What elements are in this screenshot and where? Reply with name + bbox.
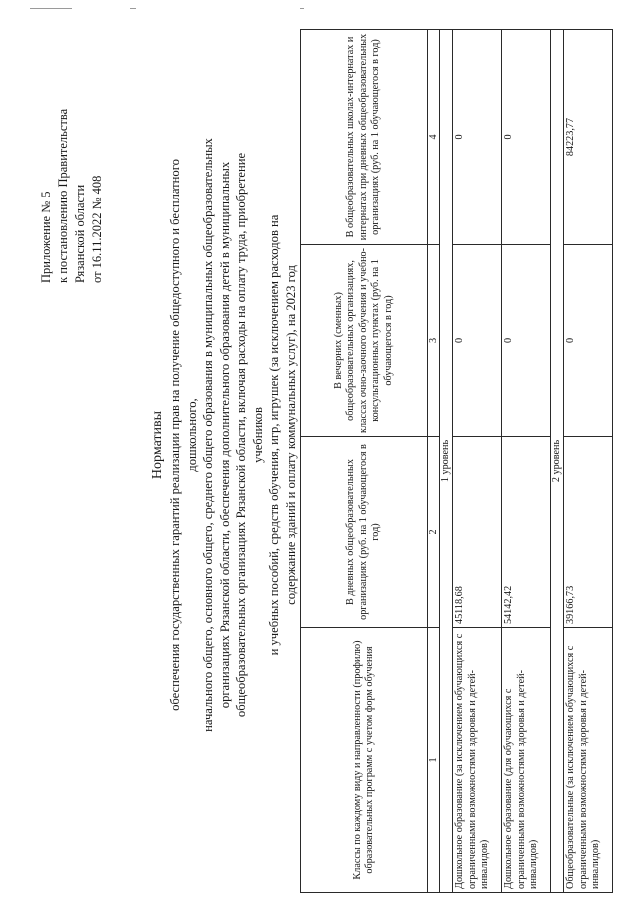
value-boarding: 84223,77 (564, 30, 613, 245)
value-boarding: 0 (453, 30, 502, 245)
level-row (440, 30, 453, 893)
header-evening: В вечерних (сменных) общеобразовательных организациях, классах очно-заочного обучения и учебно-консультационных пунктах (руб. на 1 обучающегося в год) (301, 245, 428, 437)
subtitle-line: организациях Рязанской области, обеспечения дополнительного образования детей в муниципальных (217, 161, 232, 709)
table-row (453, 30, 502, 893)
appendix-block (38, 33, 106, 283)
value-day: 45118,68 (453, 437, 502, 628)
table-row (564, 30, 613, 893)
appendix-resolution: к постановлению Правительства (56, 108, 70, 283)
norms-table (300, 29, 613, 893)
table-row (502, 30, 551, 893)
value-boarding: 0 (502, 30, 551, 245)
subtitle-line: содержание зданий и оплату коммунальных услуг), на 2023 год (283, 265, 298, 605)
level-1-label: 1 уровень (440, 30, 453, 893)
column-number: 2 (428, 437, 440, 628)
value-evening: 0 (564, 245, 613, 437)
value-day: 39166,73 (564, 437, 613, 628)
subtitle-line: начального общего, основного общего, среднего общего образования в муниципальных общеобразовательных (201, 138, 215, 732)
column-number: 4 (428, 30, 440, 245)
header-class: Классы по каждому виду и направленности (профилю) образовательных программ с учетом форм обучения (301, 628, 428, 893)
subtitle-line: обеспечения государственных гарантий реализации прав на получение общедоступного и бесплатного дошкольного, (168, 159, 199, 711)
column-number: 3 (428, 245, 440, 437)
document-subtitle (167, 125, 299, 745)
row-label: Общеобразовательные (за исключением обучающихся с ограниченными возможностями здоровья и детей-инвалидов) (564, 628, 613, 893)
value-evening: 0 (502, 245, 551, 437)
row-label: Дошкольное образование (за исключением обучающихся с ограниченными возможностями здоровья и детей-инвалидов) (453, 628, 502, 893)
column-number-row (428, 30, 440, 893)
appendix-date: от 16.11.2022 № 408 (90, 175, 104, 283)
subtitle-line: и учебных пособий, средств обучения, игр, игрушек (за исключением расходов на (267, 214, 281, 656)
appendix-region: Рязанской области (73, 184, 87, 283)
header-day: В дневных общеобразовательных организациях (руб. на 1 обучающегося в год) (301, 437, 428, 628)
value-day: 54142,42 (502, 437, 551, 628)
header-row (301, 30, 428, 893)
subtitle-line: общеобразовательных организациях Рязанской области, включая расходы на оплату труда, приобретение учебников (234, 152, 265, 718)
row-label: Дошкольное образование (для обучающихся с ограниченными возможностями здоровья и детей-инвалидов) (502, 628, 551, 893)
column-number: 1 (428, 628, 440, 893)
document-title: Нормативы (150, 410, 165, 480)
appendix-number: Приложение № 5 (39, 191, 53, 283)
level-2-label: 2 уровень (551, 30, 564, 893)
value-evening: 0 (453, 245, 502, 437)
header-boarding: В общеобразовательных школах-интернатах и интернатах при дневных общеобразовательных организациях (руб. на 1 обучающегося в год) (301, 30, 428, 245)
level-row (551, 30, 564, 893)
